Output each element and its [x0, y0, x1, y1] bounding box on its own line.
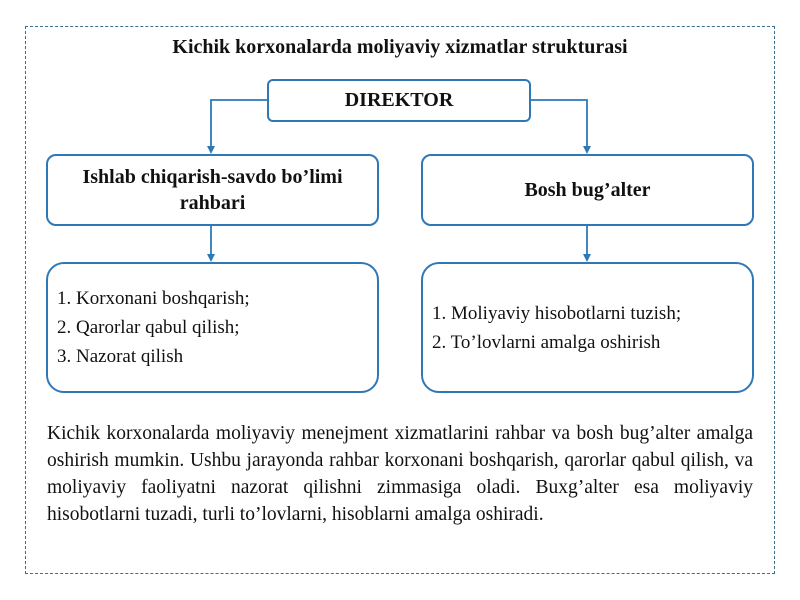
list-item: 1. Korxonani boshqarish;	[57, 288, 250, 309]
chief-accountant-label: Bosh bug’alter	[524, 178, 651, 201]
production-sales-head-box	[46, 154, 379, 226]
accountant-duties-box	[421, 262, 754, 393]
connector-director-to-left	[211, 100, 267, 152]
director-label: DIREKTOR	[344, 89, 454, 111]
list-item: 2. Qarorlar qabul qilish;	[57, 317, 240, 338]
connector-director-to-right	[531, 100, 587, 152]
head-duties-list	[57, 284, 250, 371]
list-item: 1. Moliyaviy hisobotlarni tuzish;	[432, 302, 682, 324]
description-paragraph: Kichik korxonalarda moliyaviy menejment xizmatlarini rahbar va bosh bug’alter amalga oshirish mumkin. Ushbu jarayonda rahbar korxonani boshqarish, qarorlar qabul qilish, va moliyaviy faoliyatni nazorat qilishni zimmasiga oladi. Buxg’alter esa moliyaviy hisobotlarni tuzadi, turli to’lovlarni, hisoblarni amalga oshiradi.	[47, 423, 753, 525]
list-item: 3. Nazorat qilish	[57, 346, 184, 367]
list-item: 2. To’lovlarni amalga oshirish	[432, 331, 661, 353]
diagram-title: Kichik korxonalarda moliyaviy xizmatlar strukturasi	[172, 36, 628, 58]
production-sales-head-label: Ishlab chiqarish-savdo bo’limi rahbari	[82, 166, 343, 214]
head-duties-box	[46, 262, 379, 393]
accountant-duties-list	[432, 299, 681, 357]
director-box	[267, 79, 531, 122]
chief-accountant-box	[421, 154, 754, 226]
